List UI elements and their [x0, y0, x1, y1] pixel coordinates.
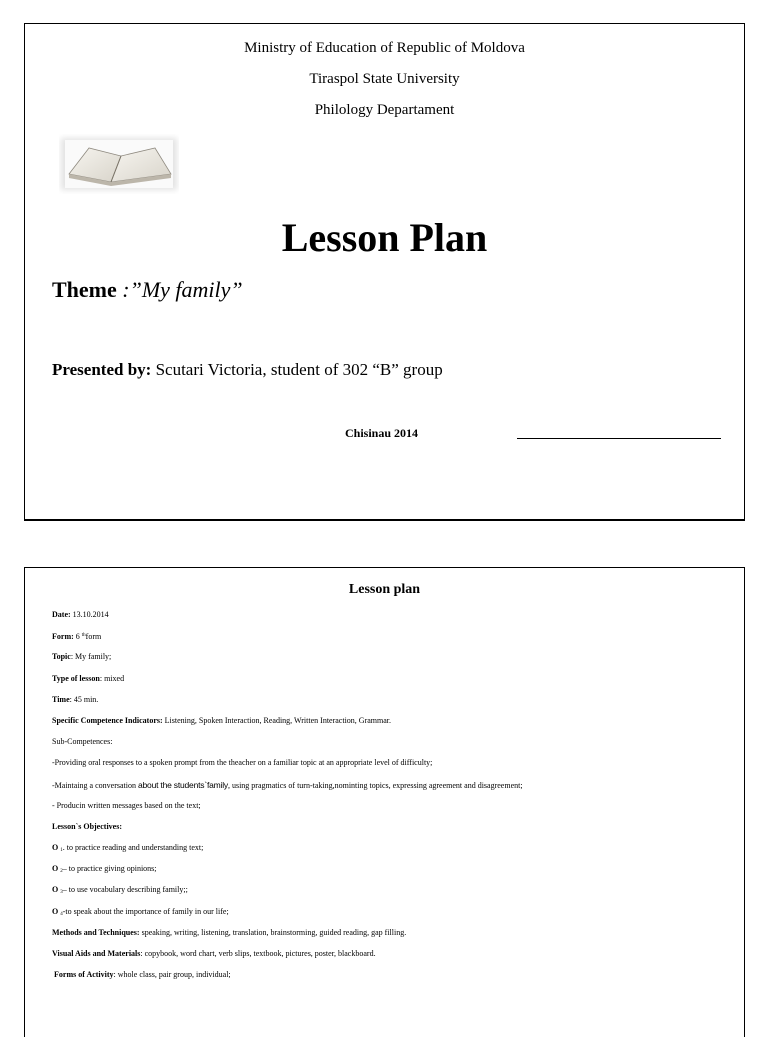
- cover-title: Lesson Plan: [281, 215, 488, 260]
- topic-label: Topic: [52, 652, 71, 662]
- time-label: Time: [52, 694, 70, 704]
- objective-2-text: – to practice giving opinions;: [62, 864, 157, 874]
- methods-value: speaking, writing, listening, translation, brainstorming, guided reading, gap filling.: [139, 927, 407, 937]
- subcompetence-2: [52, 780, 724, 801]
- forms-value: : whole class, pair group, individual;: [113, 970, 231, 980]
- topic-row: [52, 652, 724, 673]
- date-label: Date:: [52, 610, 71, 619]
- date-row: [52, 610, 724, 631]
- subcompetence-2-end: , using pragmatics of turn-taking,nominting topics, expressing agreement and disagreement;: [227, 780, 523, 790]
- methods-row: [52, 928, 724, 949]
- presented-label: Presented by:: [52, 360, 152, 379]
- department-heading: Philology Departament: [314, 102, 455, 118]
- objective-3-letter: O: [52, 885, 59, 895]
- form-row: [52, 631, 724, 652]
- competence-row: [52, 716, 724, 737]
- date-value: 13.10.2014: [70, 610, 109, 619]
- subcompetences-heading: Sub-Competences:: [52, 737, 113, 747]
- cover-page: [24, 23, 745, 521]
- time-value: : 45 min.: [69, 694, 99, 704]
- topic-value: : My family;: [70, 652, 112, 662]
- form-number: 6: [73, 632, 80, 642]
- objective-2-letter: O: [52, 864, 59, 874]
- form-word: form: [85, 632, 102, 642]
- type-row: [52, 674, 724, 695]
- objective-4-index: 4: [60, 911, 63, 917]
- theme-line: [52, 277, 243, 303]
- subcompetence-3: - Producin written messages based on the text;: [52, 800, 201, 810]
- objective-3: [52, 885, 724, 906]
- subcompetence-2-emphasis: about the students`family: [137, 779, 228, 790]
- objective-3-index: 3: [60, 890, 63, 896]
- objective-2-index: 2: [60, 869, 63, 875]
- objective-2: [52, 864, 724, 885]
- signature-line: [517, 438, 721, 439]
- university-heading: Tiraspol State University: [309, 71, 460, 87]
- competence-value: Listening, Spoken Interaction, Reading, Written Interaction, Grammar.: [162, 715, 392, 725]
- time-row: [52, 695, 724, 716]
- type-label: Type of lesson: [52, 673, 100, 683]
- form-suffix: th: [81, 633, 86, 639]
- form-label: Form:: [52, 632, 74, 642]
- aids-value: : copybook, word chart, verb slips, textbook, pictures, poster, blackboard.: [140, 949, 376, 958]
- aids-label: Visual Aids and Materials: [52, 949, 141, 958]
- type-value: : mixed: [99, 673, 125, 683]
- objective-4-text: -to speak about the importance of family in our life;: [62, 906, 229, 916]
- presented-line: [52, 360, 443, 380]
- theme-label: Theme: [52, 277, 117, 302]
- objectives-heading: [52, 822, 724, 843]
- objective-4-letter: O: [52, 906, 59, 916]
- open-book-icon: [59, 134, 179, 194]
- objective-1: [52, 843, 724, 864]
- forms-row: [52, 970, 724, 991]
- objective-4: [52, 907, 724, 928]
- plan-details: [52, 610, 724, 991]
- methods-label: Methods and Techniques:: [52, 927, 140, 937]
- forms-label: Forms of Activity: [54, 970, 114, 980]
- plan-title: Lesson plan: [348, 582, 421, 597]
- theme-value: :”My family”: [116, 277, 243, 302]
- ministry-heading: Ministry of Education of Republic of Moldova: [244, 40, 525, 56]
- subcompetence-1: -Providing oral responses to a spoken prompt from the theacher on a familiar topic at an appropriate level of difficulty;: [52, 758, 433, 768]
- plan-page: [24, 567, 745, 1037]
- objective-1-text: . to practice reading and understanding text;: [62, 843, 204, 853]
- objective-1-letter: O: [52, 843, 59, 853]
- objective-3-text: – to use vocabulary describing family;;: [62, 885, 188, 895]
- presented-value: Scutari Victoria, student of 302 “B” group: [151, 360, 443, 379]
- objective-1-index: 1: [60, 848, 63, 854]
- subcompetence-2-start: -Maintaing a conversation: [52, 780, 138, 790]
- city-year: Chisinau 2014: [345, 426, 419, 440]
- competence-label: Specific Competence Indicators:: [52, 715, 163, 725]
- objectives-label: Lesson`s Objectives:: [52, 821, 122, 831]
- aids-row: [52, 949, 724, 970]
